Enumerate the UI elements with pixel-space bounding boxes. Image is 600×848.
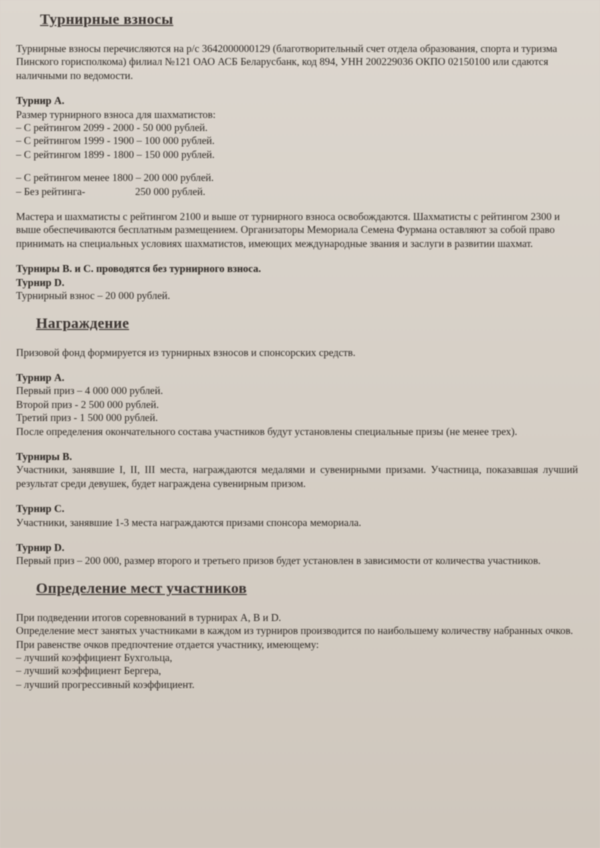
awards-a-note: После определения окончательного состава участников будут установлены специальные призы (не менее трех). xyxy=(16,426,518,438)
places-intro: При подведении итогов соревнований в турнирах А, В и D. xyxy=(16,612,282,624)
fees-bc-line: Турниры В. и С. проводятся без турнирного взноса. xyxy=(16,264,261,276)
fees-a-item: – С рейтингом 1899 - 1800 – 150 000 рублей. xyxy=(16,149,215,161)
awards-c-heading: Турнир С. xyxy=(16,504,65,516)
fees-bcd-section xyxy=(16,263,578,303)
awards-tournament-d xyxy=(16,542,578,569)
awards-c-text: Участники, занявшие 1-3 места награждаются призами спонсора мемориала. xyxy=(16,517,362,529)
awards-title: Награждение xyxy=(36,315,130,332)
fees-a-heading: Турнир А. xyxy=(16,96,65,108)
awards-b-heading: Турниры В. xyxy=(16,451,72,463)
places-item: – лучший коэффициент Бухгольца, xyxy=(16,653,173,664)
awards-a-item: Первый приз – 4 000 000 рублей. xyxy=(16,386,163,398)
fees-a-item: – С рейтингом 1999 - 1900 – 100 000 рублей. xyxy=(16,136,215,148)
fees-a-subtitle: Размер турнирного взноса для шахматистов: xyxy=(16,109,216,121)
awards-intro-section xyxy=(16,347,578,360)
fees-masters-section xyxy=(16,211,578,251)
awards-intro: Призовой фонд формируется из турнирных взносов и спонсорских средств. xyxy=(16,347,356,359)
places-text: Определение мест занятых участниками в каждом из турниров производится по наибольшему количеству набранных очков. При равенстве очков предпочтение отдается участнику, имеющему: xyxy=(16,626,574,651)
fees-a-item: – С рейтингом менее 1800 – 200 000 рублей. xyxy=(16,173,214,185)
fees-intro: Турнирные взносы перечисляются на р/с 3642000000129 (благотворительный счет отдела образования, спорта и туризма Пинского горисполкома) филиал №121 ОАО АСБ Беларусбанк, код 894, УНН 200229036 ОКПО 02150100 или сдаются наличными по ведомости. xyxy=(16,44,558,82)
awards-a-item: Третий приз - 1 500 000 рублей. xyxy=(16,413,158,425)
fees-masters-text: Мастера и шахматисты с рейтингом 2100 и выше от турнирного взноса освобождаются. Шахматисты с рейтингом 2300 и выше обеспечиваются бесплатным размещением. Организаторы Мемориала Семена Фурмана оставляют за собой право принимать на специальных условиях шахматистов, имеющих международные звания и заслуги в развитии шахмат. xyxy=(16,212,560,250)
awards-a-item: Второй приз - 2 500 000 рублей. xyxy=(16,399,159,411)
awards-tournament-c xyxy=(16,503,578,530)
places-title: Определение мест участников xyxy=(36,580,247,597)
fees-a-item: – Без рейтинга- 250 000 рублей. xyxy=(16,186,206,198)
awards-b-text: Участники, занявшие I, II, III места, награждаются медалями и сувенирными призами. Участница, показавшая лучший результат среди девушек, будет награждена сувенирным призом. xyxy=(16,465,578,490)
places-item: – лучший коэффициент Бергера, xyxy=(16,666,162,678)
places-item: – лучший прогрессивный коэффициент. xyxy=(16,679,195,691)
places-section xyxy=(16,612,578,692)
fees-tournament-a xyxy=(16,95,578,199)
awards-tournament-b xyxy=(16,451,578,491)
awards-d-heading: Турнир D. xyxy=(16,542,65,554)
fees-a-item: – С рейтингом 2099 - 2000 - 50 000 рублей. xyxy=(16,123,208,135)
awards-a-heading: Турнир А. xyxy=(16,372,65,384)
fees-d-heading: Турнир D. xyxy=(16,277,65,289)
fees-title: Турнирные взносы xyxy=(40,12,174,28)
fees-intro-section xyxy=(16,43,578,83)
awards-tournament-a xyxy=(16,372,578,439)
fees-d-line: Турнирный взнос – 20 000 рублей. xyxy=(16,291,171,303)
awards-d-text: Первый приз – 200 000, размер второго и третьего призов будет установлен в зависимости от количества участников. xyxy=(16,556,541,568)
